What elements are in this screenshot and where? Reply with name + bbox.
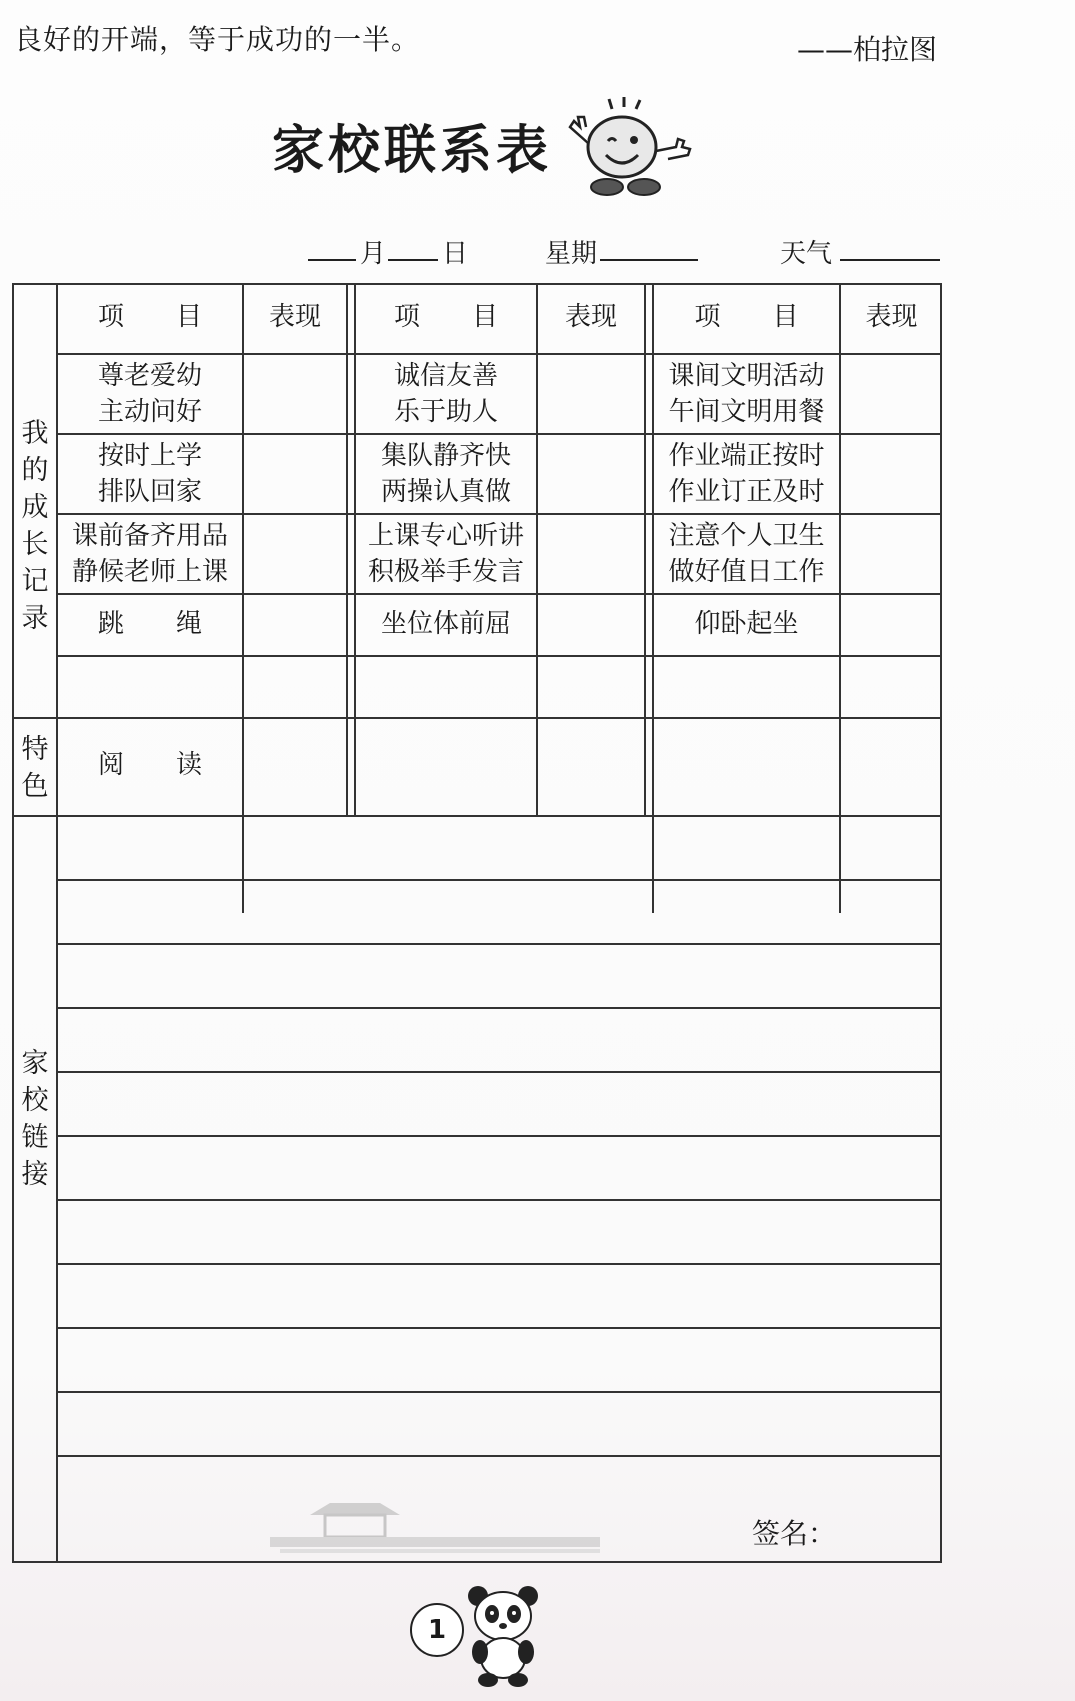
group1-right-border bbox=[346, 285, 348, 815]
group1-item-3-line-1: 课前备齐用品 bbox=[71, 521, 228, 551]
writing-line-3 bbox=[56, 1007, 942, 1009]
growth-special-line bbox=[14, 717, 942, 719]
section-link-label: 家校链接 bbox=[21, 1048, 49, 1190]
section-growth-label: 我的成长记录 bbox=[21, 418, 49, 634]
page-title: 家校联系表 bbox=[272, 120, 553, 181]
writing-line-4 bbox=[56, 1071, 942, 1073]
group2-item-header: 项 目 bbox=[393, 302, 498, 332]
group2-score-header: 表现 bbox=[564, 302, 617, 332]
weather-blank bbox=[840, 233, 940, 261]
group3-item-2-line-1: 作业端正按时 bbox=[668, 441, 825, 471]
group2-item-2-line-2: 两操认真做 bbox=[380, 477, 511, 507]
date-weather-line bbox=[0, 233, 1075, 273]
group2-item-3-line-2: 积极举手发言 bbox=[367, 557, 524, 587]
group1-item-1-line-2: 主动问好 bbox=[97, 397, 202, 427]
group2-right-border bbox=[644, 285, 646, 815]
group3-item-3-line-2: 做好值日工作 bbox=[668, 557, 825, 587]
group1-item-2-line-2: 排队回家 bbox=[97, 477, 202, 507]
group2-item-2 bbox=[356, 438, 536, 510]
writing-line-5 bbox=[56, 1135, 942, 1137]
writing-line-10 bbox=[56, 1455, 942, 1457]
group1-score-header: 表现 bbox=[268, 302, 321, 332]
group1-item-2 bbox=[58, 438, 242, 510]
group3-item-2 bbox=[654, 438, 839, 510]
group3-item-1-line-2: 午间文明用餐 bbox=[668, 397, 825, 427]
day-label: 日 bbox=[442, 239, 469, 269]
group2-item-1 bbox=[356, 358, 536, 430]
special-link-line bbox=[14, 815, 942, 817]
weather-label: 天气 bbox=[780, 239, 833, 269]
group3-item-2-line-2: 作业订正及时 bbox=[668, 477, 825, 507]
writing-line-2 bbox=[56, 943, 942, 945]
group2-item-3-line-1: 上课专心听讲 bbox=[367, 521, 524, 551]
special-item-reading: 阅 读 bbox=[97, 750, 202, 780]
special-right-divider bbox=[652, 815, 654, 913]
group2-item-1-line-1: 诚信友善 bbox=[393, 361, 498, 391]
group3-item-header: 项 目 bbox=[694, 302, 799, 332]
writing-line-9 bbox=[56, 1391, 942, 1393]
group2-item-1-line-2: 乐于助人 bbox=[393, 397, 498, 427]
panda-mascot-icon bbox=[458, 1580, 548, 1690]
smiley-mascot-icon bbox=[552, 95, 702, 205]
row-line-4 bbox=[56, 655, 942, 657]
group3-item-1-line-1: 课间文明活动 bbox=[668, 361, 825, 391]
writing-line-6 bbox=[56, 1199, 942, 1201]
section-special-label: 特色 bbox=[21, 734, 49, 802]
group3-score-divider bbox=[839, 285, 841, 815]
row-line-3 bbox=[56, 593, 942, 595]
group1-item-4: 跳 绳 bbox=[97, 609, 202, 639]
group1-item-3 bbox=[58, 518, 242, 590]
row-line-1 bbox=[56, 433, 942, 435]
group1-item-1 bbox=[58, 358, 242, 430]
quote-author: ——柏拉图 bbox=[796, 33, 937, 66]
month-blank bbox=[308, 233, 356, 261]
group3-item-3-line-1: 注意个人卫生 bbox=[668, 521, 825, 551]
group3-item-4: 仰卧起坐 bbox=[694, 609, 799, 639]
group1-item-2-line-1: 按时上学 bbox=[97, 441, 202, 471]
page-number: 1 bbox=[410, 1603, 464, 1657]
group2-score-divider bbox=[536, 285, 538, 815]
group3-score-header: 表现 bbox=[865, 302, 918, 332]
contact-table bbox=[12, 283, 942, 1563]
group1-score-divider bbox=[242, 285, 244, 815]
group1-item-1-line-1: 尊老爱幼 bbox=[97, 361, 202, 391]
header-quote: 良好的开端，等于成功的一半。 bbox=[14, 23, 421, 56]
special-right-score-divider bbox=[839, 815, 841, 913]
weekday-blank bbox=[600, 233, 698, 261]
row-line-2 bbox=[56, 513, 942, 515]
group1-item-header: 项 目 bbox=[97, 302, 202, 332]
writing-line-8 bbox=[56, 1327, 942, 1329]
group1-item-3-line-2: 静候老师上课 bbox=[71, 557, 228, 587]
group2-item-3 bbox=[356, 518, 536, 590]
signature-label: 签名： bbox=[752, 1517, 837, 1550]
pavilion-watermark-icon bbox=[270, 1495, 600, 1585]
group3-item-1 bbox=[654, 358, 839, 430]
writing-line-1 bbox=[56, 879, 942, 881]
header-row-line bbox=[56, 353, 942, 355]
writing-line-7 bbox=[56, 1263, 942, 1265]
day-blank bbox=[388, 233, 438, 261]
month-label: 月 bbox=[360, 239, 387, 269]
weekday-label: 星期 bbox=[545, 239, 598, 269]
group2-item-4: 坐位体前屈 bbox=[380, 609, 511, 639]
special-score-divider bbox=[242, 815, 244, 913]
group3-item-3 bbox=[654, 518, 839, 590]
group2-item-2-line-1: 集队静齐快 bbox=[380, 441, 511, 471]
